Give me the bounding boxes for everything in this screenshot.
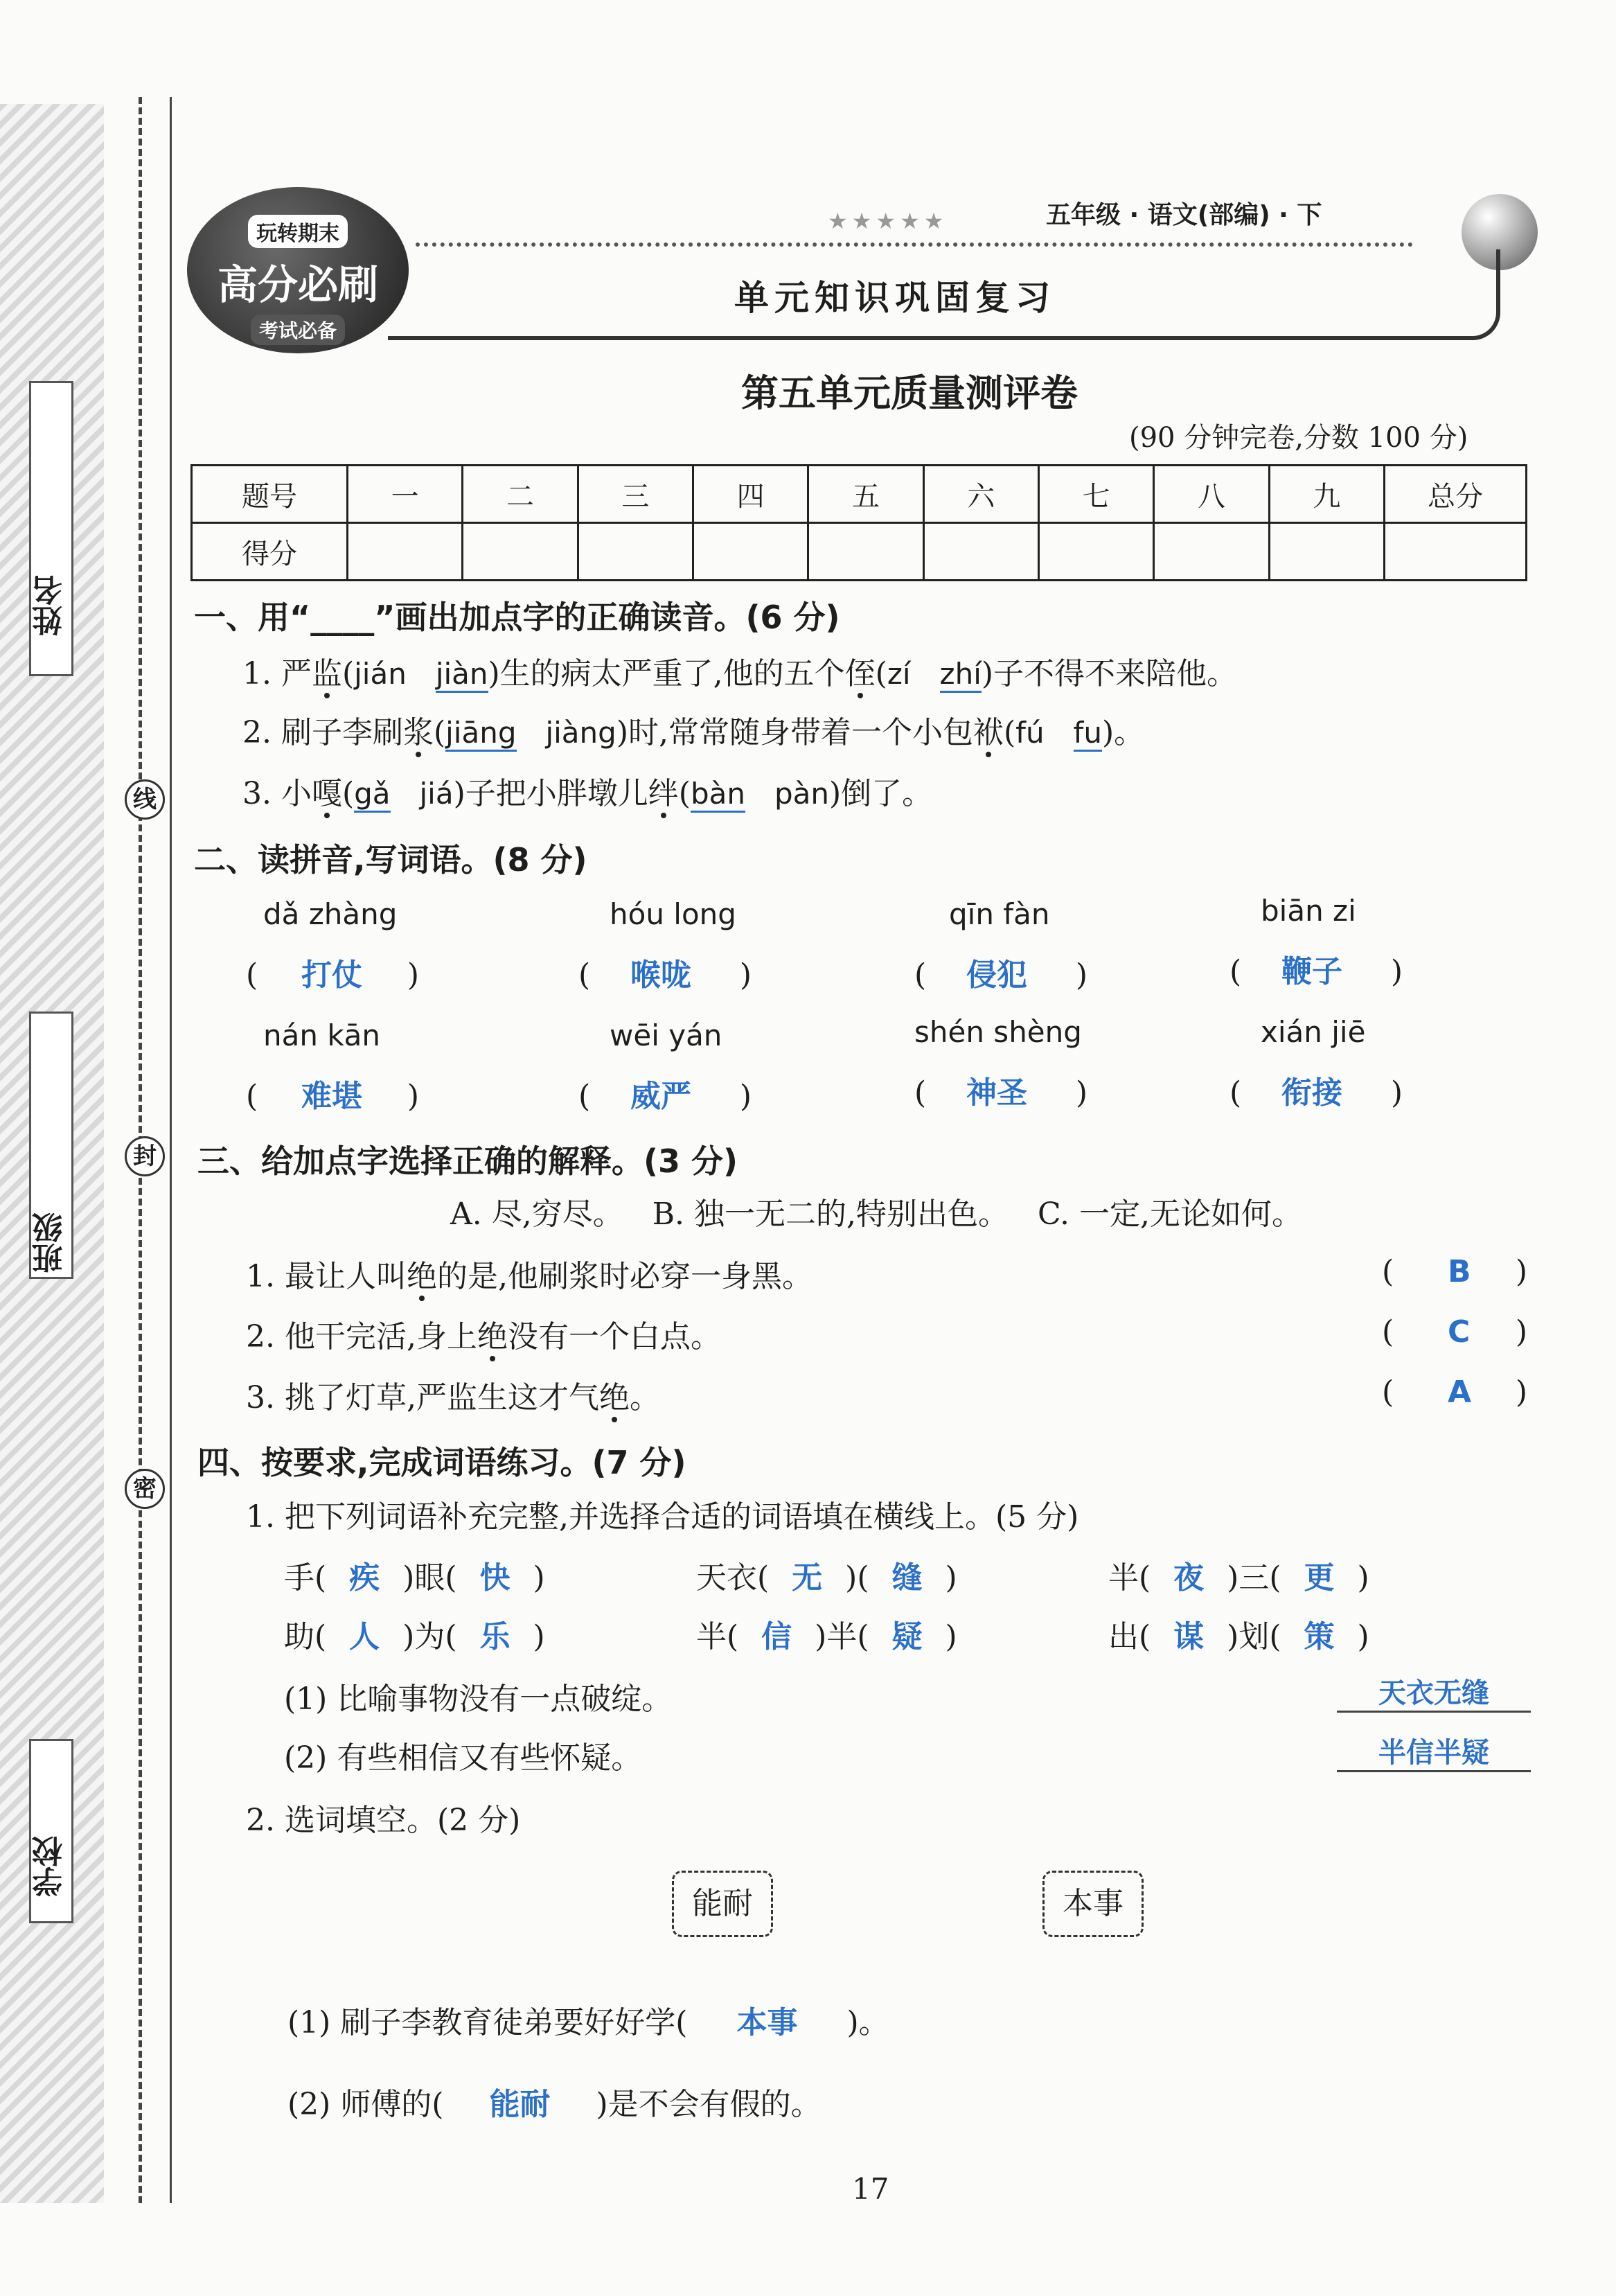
blank-sentence-1 xyxy=(287,2004,889,2042)
pinyin-6: wēi yán xyxy=(610,1018,722,1052)
cut-mark-line: 线 xyxy=(125,779,165,820)
pinyin-option-answer[interactable]: bàn xyxy=(691,777,745,813)
answer-blank[interactable]: ( 神圣 ) xyxy=(914,1074,1087,1113)
answer[interactable]: 信 xyxy=(761,1619,792,1654)
answer-blank[interactable]: ( A ) xyxy=(1382,1373,1527,1412)
text: ( xyxy=(341,776,355,811)
dotted-char: 浆 xyxy=(402,715,434,750)
school-label: 学校 xyxy=(33,1836,68,1897)
dotted-char: 绊 xyxy=(648,776,679,811)
answer[interactable]: 本事 xyxy=(736,2005,798,2040)
score-cell[interactable] xyxy=(463,523,578,581)
banner-title: 单元知识巩固复习 xyxy=(734,277,1056,318)
dotted-char: 绝 xyxy=(406,1259,437,1294)
text: )划( xyxy=(1227,1619,1281,1654)
pinyin-5: nán kān xyxy=(263,1018,381,1052)
text: )生的病太严重了,他的五个 xyxy=(488,656,845,691)
text: ) xyxy=(945,1619,957,1654)
pinyin-7: shén shèng xyxy=(914,1015,1082,1049)
answer[interactable]: 无 xyxy=(792,1560,823,1596)
score-cell[interactable] xyxy=(1154,523,1269,581)
page-title: 第五单元质量测评卷 xyxy=(741,371,1078,415)
score-cell[interactable] xyxy=(808,523,923,581)
text: )( xyxy=(845,1560,869,1596)
table-cell: 总分 xyxy=(1385,466,1527,523)
text: 没有一个白点。 xyxy=(507,1319,721,1354)
score-cell[interactable] xyxy=(348,523,463,581)
score-cell[interactable] xyxy=(1269,523,1384,581)
text: ( xyxy=(1003,715,1016,750)
badge-logo: 玩转期末 高分必刷 考试必备 xyxy=(187,187,409,353)
header-dotline xyxy=(416,242,1413,247)
stars-icon: ★★★★★ xyxy=(828,208,948,234)
text: ( xyxy=(341,656,355,691)
answer: A xyxy=(1448,1375,1472,1410)
pinyin-option-answer[interactable]: zhí xyxy=(940,657,982,693)
pinyin-8: xián jiē xyxy=(1261,1015,1366,1049)
text: 的是,他刷浆时必穿一身黑。 xyxy=(436,1259,813,1294)
text: 助( xyxy=(284,1619,327,1654)
answer[interactable]: 夜 xyxy=(1173,1560,1205,1596)
answer[interactable]: 疑 xyxy=(891,1619,923,1654)
text: )半( xyxy=(815,1619,869,1654)
cut-line-solid xyxy=(170,97,172,2203)
text: )是不会有假的。 xyxy=(596,2087,822,2122)
table-cell: 八 xyxy=(1154,466,1269,523)
answer: 侵犯 xyxy=(966,957,1027,993)
text: ) xyxy=(945,1560,957,1596)
section-1-title: 一、用“____”画出加点字的正确读音。(6 分) xyxy=(194,599,840,636)
s1-question-1 xyxy=(242,655,1237,694)
text: 手( xyxy=(284,1560,327,1596)
score-cell[interactable] xyxy=(923,523,1038,581)
answer: 鞭子 xyxy=(1281,954,1342,989)
score-header-row xyxy=(192,466,1527,523)
table-cell: 四 xyxy=(693,466,808,523)
s1-question-2 xyxy=(242,714,1144,752)
pinyin-3: qīn fàn xyxy=(949,897,1050,931)
text: 半( xyxy=(1108,1560,1151,1596)
fill-1-blank[interactable] xyxy=(1337,1671,1531,1713)
pinyin-option[interactable]: jián xyxy=(354,657,407,691)
answer[interactable]: 策 xyxy=(1304,1619,1335,1654)
pinyin-1: dǎ zhàng xyxy=(263,897,398,931)
text: )。 xyxy=(846,2005,889,2040)
text: 1. 严 xyxy=(242,656,312,691)
s4-sub1: 1. 把下列词语补充完整,并选择合适的词语填在横线上。(5 分) xyxy=(246,1499,1079,1535)
text: 3. 挑了灯草,严监生这才气 xyxy=(246,1380,599,1415)
dotted-char: 侄 xyxy=(844,656,876,691)
pinyin-option[interactable]: jiàng xyxy=(545,716,616,750)
answer-blank[interactable]: ( C ) xyxy=(1382,1313,1527,1352)
text: )。 xyxy=(1101,715,1145,750)
pinyin-option[interactable]: jiá xyxy=(419,777,454,811)
text: 1. 最让人叫 xyxy=(246,1259,407,1294)
pinyin-option-answer[interactable]: jiàn xyxy=(436,657,488,693)
grade-label: 五年级 · 语文(部编) · 下 xyxy=(1046,201,1322,229)
pinyin-option[interactable]: pàn xyxy=(774,777,829,811)
text: (1) 刷子李教育徒弟要好好学( xyxy=(287,2005,688,2040)
answer: 打仗 xyxy=(301,957,362,993)
s4-sub2: 2. 选词填空。(2 分) xyxy=(246,1803,521,1838)
answer: 半信半疑 xyxy=(1378,1737,1489,1769)
dotted-char: 袱 xyxy=(973,715,1004,750)
text: )时,常常随身带着一个小包 xyxy=(616,715,973,750)
table-cell: 五 xyxy=(808,466,923,523)
dotted-char: 绝 xyxy=(598,1380,630,1415)
text: ) xyxy=(533,1560,545,1596)
text: )眼( xyxy=(402,1560,457,1596)
answer-blank[interactable]: ( 难堪 ) xyxy=(246,1077,419,1116)
score-table xyxy=(190,464,1527,581)
text: )三( xyxy=(1227,1560,1281,1596)
answer: B xyxy=(1448,1254,1471,1289)
fill-2: (2) 有些相信又有些怀疑。 xyxy=(284,1740,642,1776)
page-subtitle: (90 分钟完卷,分数 100 分) xyxy=(1129,422,1468,454)
text: 2. 刷子李刷 xyxy=(242,715,403,750)
text: (2) 师傅的( xyxy=(287,2087,444,2122)
answer: 天衣无缝 xyxy=(1378,1677,1489,1709)
answer-blank[interactable]: ( 喉咙 ) xyxy=(578,956,752,995)
section-2-title: 二、读拼音,写词语。(8 分) xyxy=(194,841,587,878)
answer[interactable]: 更 xyxy=(1304,1560,1335,1596)
answer[interactable]: 快 xyxy=(479,1560,510,1596)
answer-blank[interactable]: ( 威严 ) xyxy=(578,1077,752,1116)
score-cell[interactable] xyxy=(578,523,693,581)
dotted-char: 绝 xyxy=(477,1319,508,1354)
s3-question-1 xyxy=(246,1257,813,1296)
score-cell[interactable] xyxy=(1385,523,1527,581)
answer-blank[interactable]: ( B ) xyxy=(1382,1253,1527,1291)
score-cell[interactable] xyxy=(1038,523,1153,581)
idiom-2 xyxy=(696,1559,957,1598)
name-label: 姓名 xyxy=(33,575,68,636)
s3-question-3 xyxy=(246,1379,660,1418)
section-3-title: 三、给加点字选择正确的解释。(3 分) xyxy=(197,1142,738,1180)
answer-blank[interactable]: ( 鞭子 ) xyxy=(1229,953,1403,991)
pinyin-2: hóu long xyxy=(610,897,736,931)
pinyin-4: biān zi xyxy=(1261,894,1356,928)
score-row xyxy=(192,523,1527,581)
dotted-char: 监 xyxy=(311,656,342,691)
idiom-3 xyxy=(1108,1559,1369,1598)
blank-sentence-2 xyxy=(287,2085,822,2124)
cut-mark-secret: 密 xyxy=(125,1469,165,1509)
text: 天衣( xyxy=(696,1560,770,1596)
table-cell: 六 xyxy=(923,466,1038,523)
s3-options: A. 尽,穷尽。 B. 独一无二的,特别出色。 C. 一定,无论如何。 xyxy=(450,1196,1302,1232)
class-label: 班级 xyxy=(33,1212,68,1273)
text: ( xyxy=(433,715,446,750)
table-cell: 一 xyxy=(348,466,463,523)
text: ) xyxy=(1357,1619,1369,1654)
table-cell: 三 xyxy=(578,466,693,523)
text: 出( xyxy=(1108,1619,1151,1654)
table-cell: 二 xyxy=(463,466,578,523)
text: 3. 小 xyxy=(242,776,312,811)
table-cell: 题号 xyxy=(192,466,348,523)
answer: 衔接 xyxy=(1281,1075,1342,1111)
pinyin-option-answer[interactable]: jiāng xyxy=(445,716,516,752)
text: 2. 他干完活,身上 xyxy=(246,1319,477,1354)
pinyin-option[interactable]: fú xyxy=(1015,716,1045,750)
answer-blank[interactable]: ( 侵犯 ) xyxy=(914,956,1087,995)
text: ( xyxy=(678,776,691,811)
cut-mark-seal: 封 xyxy=(125,1136,165,1176)
table-cell: 七 xyxy=(1038,466,1153,523)
answer[interactable]: 缝 xyxy=(891,1560,923,1596)
page-number: 17 xyxy=(852,2172,889,2206)
answer: 神圣 xyxy=(966,1075,1027,1111)
table-cell: 得分 xyxy=(192,523,348,581)
answer[interactable]: 人 xyxy=(349,1619,380,1654)
text: )倒了。 xyxy=(828,776,933,811)
answer: C xyxy=(1448,1314,1471,1350)
s1-question-3 xyxy=(242,775,932,813)
idiom-1 xyxy=(284,1559,545,1598)
answer-blank[interactable]: ( 打仗 ) xyxy=(246,956,419,995)
word-card-1: 能耐 xyxy=(672,1871,773,1937)
text: ( xyxy=(875,656,887,691)
text: )子把小胖墩儿 xyxy=(453,776,648,811)
idiom-5 xyxy=(696,1618,957,1657)
answer: 难堪 xyxy=(301,1079,362,1114)
answer-blank[interactable]: ( 衔接 ) xyxy=(1229,1074,1403,1113)
text: 。 xyxy=(629,1380,660,1415)
text: ) xyxy=(533,1619,545,1654)
pinyin-option[interactable]: zí xyxy=(887,657,911,691)
idiom-4 xyxy=(284,1618,545,1657)
idiom-6 xyxy=(1108,1618,1369,1657)
table-cell: 九 xyxy=(1269,466,1384,523)
s3-question-2 xyxy=(246,1318,721,1357)
answer[interactable]: 疾 xyxy=(349,1560,380,1596)
score-cell[interactable] xyxy=(693,523,808,581)
answer[interactable]: 乐 xyxy=(479,1619,510,1654)
answer[interactable]: 谋 xyxy=(1173,1619,1205,1654)
answer[interactable]: 能耐 xyxy=(489,2087,551,2122)
text: 半( xyxy=(696,1619,739,1654)
dotted-char: 嘎 xyxy=(311,776,342,811)
text: )为( xyxy=(402,1619,457,1654)
word-card-2: 本事 xyxy=(1042,1871,1144,1937)
pinyin-option-answer[interactable]: fu xyxy=(1074,716,1102,752)
section-4-title: 四、按要求,完成词语练习。(7 分) xyxy=(197,1444,686,1481)
answer: 喉咙 xyxy=(630,957,691,993)
text: )子不得不来陪他。 xyxy=(981,656,1238,691)
answer: 威严 xyxy=(630,1079,691,1114)
fill-1: (1) 比喻事物没有一点破绽。 xyxy=(284,1681,673,1717)
fill-2-blank[interactable] xyxy=(1337,1731,1531,1772)
text: ) xyxy=(1357,1560,1369,1596)
pinyin-option-answer[interactable]: gǎ xyxy=(354,777,390,813)
